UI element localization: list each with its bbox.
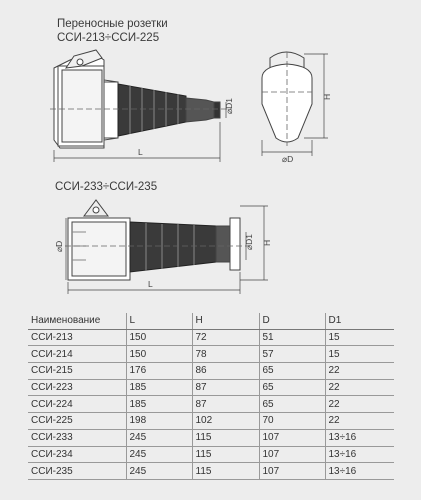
table-row — [28, 429, 394, 446]
cell-d1: 15 — [325, 346, 394, 363]
cell-d: 65 — [259, 363, 325, 380]
table-row — [28, 346, 394, 363]
cell-h: 86 — [192, 363, 259, 380]
drawing-sockets-233-235 — [0, 196, 421, 298]
cell-d: 107 — [259, 429, 325, 446]
cell-d1: 22 — [325, 396, 394, 413]
side-view-213 — [50, 50, 232, 162]
cell-d: 57 — [259, 346, 325, 363]
table-row — [28, 413, 394, 430]
dim-l-side1: L — [138, 147, 143, 157]
dim-h-side2: H — [262, 239, 272, 246]
section1-title-line2: ССИ-213÷ССИ-225 — [57, 32, 160, 44]
cell-h: 115 — [192, 463, 259, 480]
cell-d: 107 — [259, 463, 325, 480]
cell-d: 65 — [259, 396, 325, 413]
dim-d1-side1: ⌀D1 — [224, 98, 234, 114]
dim-l-side2: L — [148, 279, 153, 289]
col-header-name: Наименование — [28, 313, 126, 329]
cell-h: 78 — [192, 346, 259, 363]
cell-l: 245 — [126, 463, 192, 480]
cell-name: ССИ-235 — [28, 463, 126, 480]
cell-d: 107 — [259, 446, 325, 463]
specs-table — [28, 313, 394, 480]
cell-l: 185 — [126, 396, 192, 413]
cell-d1: 22 — [325, 379, 394, 396]
dim-h-front1: H — [322, 93, 332, 100]
cell-name: ССИ-215 — [28, 363, 126, 380]
cell-l: 245 — [126, 446, 192, 463]
cell-d: 70 — [259, 413, 325, 430]
table-row — [28, 396, 394, 413]
drawing-sockets-213-225 — [0, 40, 421, 175]
dim-d1-side2: ⌀D1 — [244, 234, 254, 250]
table-row — [28, 463, 394, 480]
dim-d-front1: ⌀D — [282, 154, 294, 164]
cell-d1: 15 — [325, 329, 394, 346]
cell-name: ССИ-214 — [28, 346, 126, 363]
cell-d1: 13÷16 — [325, 429, 394, 446]
cell-l: 150 — [126, 346, 192, 363]
cell-h: 87 — [192, 396, 259, 413]
cell-name: ССИ-223 — [28, 379, 126, 396]
table-header-row — [28, 313, 394, 329]
section1-title-line1: Переносные розетки — [57, 18, 168, 30]
cell-l: 176 — [126, 363, 192, 380]
table-row — [28, 379, 394, 396]
cell-h: 115 — [192, 429, 259, 446]
table-row — [28, 363, 394, 380]
front-view-213 — [262, 52, 328, 156]
cell-l: 245 — [126, 429, 192, 446]
col-header-d1: D1 — [325, 313, 394, 329]
col-header-h: H — [192, 313, 259, 329]
section2-title: ССИ-233÷ССИ-235 — [55, 181, 158, 193]
side-view-233 — [56, 200, 268, 294]
cell-d1: 22 — [325, 413, 394, 430]
col-header-l: L — [126, 313, 192, 329]
cell-d: 51 — [259, 329, 325, 346]
cell-name: ССИ-213 — [28, 329, 126, 346]
col-header-d: D — [259, 313, 325, 329]
cell-h: 87 — [192, 379, 259, 396]
cell-name: ССИ-224 — [28, 396, 126, 413]
table-row — [28, 329, 394, 346]
cell-d1: 22 — [325, 363, 394, 380]
cell-d1: 13÷16 — [325, 463, 394, 480]
cell-name: ССИ-233 — [28, 429, 126, 446]
cell-name: ССИ-234 — [28, 446, 126, 463]
cell-d1: 13÷16 — [325, 446, 394, 463]
cell-l: 185 — [126, 379, 192, 396]
cell-l: 150 — [126, 329, 192, 346]
cell-d: 65 — [259, 379, 325, 396]
cell-h: 115 — [192, 446, 259, 463]
cell-h: 72 — [192, 329, 259, 346]
dim-d-side2: ⌀D — [54, 240, 64, 252]
cell-l: 198 — [126, 413, 192, 430]
cell-name: ССИ-225 — [28, 413, 126, 430]
cell-h: 102 — [192, 413, 259, 430]
table-row — [28, 446, 394, 463]
